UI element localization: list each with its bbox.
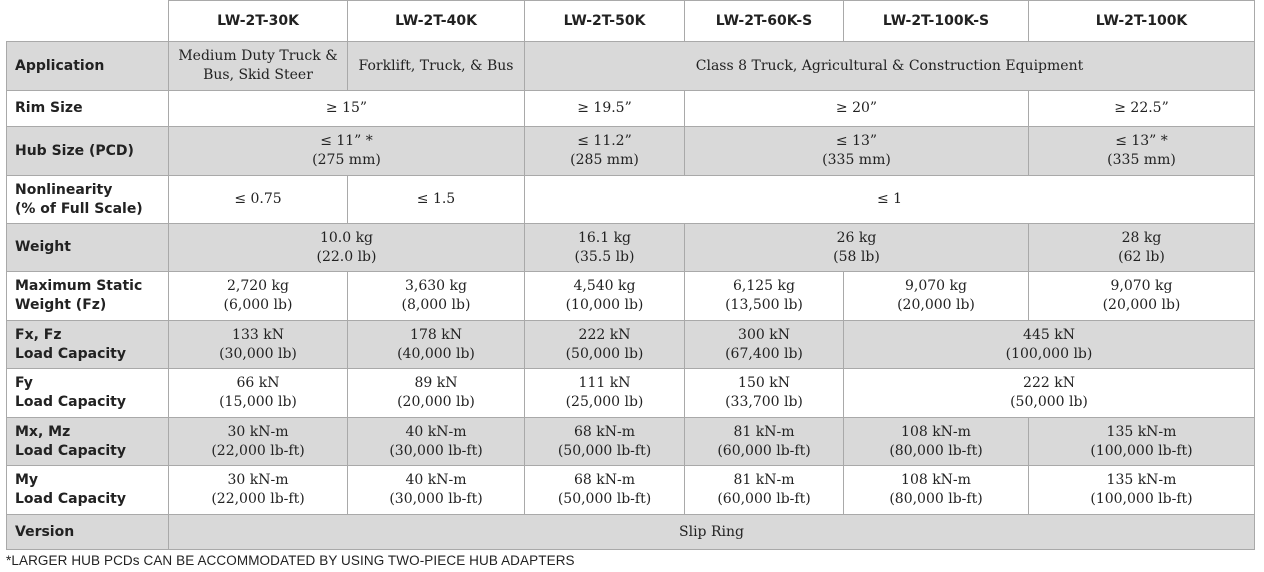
spec-cell: Forklift, Truck, & Bus <box>348 42 525 91</box>
spec-cell: 30 kN-m (22,000 lb-ft) <box>169 418 348 466</box>
row-fy <box>7 369 1255 418</box>
row-label: Nonlinearity (% of Full Scale) <box>7 176 169 224</box>
spec-cell: 89 kN (20,000 lb) <box>348 369 525 418</box>
row-max-static <box>7 272 1255 321</box>
model-header: LW-2T-100K-S <box>844 1 1029 42</box>
row-mx-mz <box>7 418 1255 466</box>
row-weight <box>7 224 1255 272</box>
spec-cell: 9,070 kg (20,000 lb) <box>1029 272 1255 321</box>
header-row <box>7 1 1255 42</box>
spec-cell: 4,540 kg (10,000 lb) <box>525 272 685 321</box>
spec-cell: 111 kN (25,000 lb) <box>525 369 685 418</box>
spec-cell: ≤ 11” * (275 mm) <box>169 127 525 176</box>
spec-cell: 178 kN (40,000 lb) <box>348 321 525 369</box>
spec-cell: 445 kN (100,000 lb) <box>844 321 1255 369</box>
spec-cell: 28 kg (62 lb) <box>1029 224 1255 272</box>
corner-cell <box>7 1 169 42</box>
spec-cell: ≤ 13” (335 mm) <box>685 127 1029 176</box>
row-label: Fx, Fz Load Capacity <box>7 321 169 369</box>
spec-cell: ≤ 1.5 <box>348 176 525 224</box>
row-label: Application <box>7 42 169 91</box>
footnote: *LARGER HUB PCDs CAN BE ACCOMMODATED BY USING TWO-PIECE HUB ADAPTERS <box>6 553 575 568</box>
spec-cell: ≤ 11.2” (285 mm) <box>525 127 685 176</box>
spec-cell: 133 kN (30,000 lb) <box>169 321 348 369</box>
spec-cell: ≤ 1 <box>525 176 1255 224</box>
spec-cell: 40 kN-m (30,000 lb-ft) <box>348 466 525 515</box>
spec-cell: ≥ 19.5” <box>525 91 685 127</box>
spec-cell: 81 kN-m (60,000 lb-ft) <box>685 466 844 515</box>
row-label: Mx, Mz Load Capacity <box>7 418 169 466</box>
model-header: LW-2T-40K <box>348 1 525 42</box>
row-nonlinearity <box>7 176 1255 224</box>
spec-cell: ≥ 15” <box>169 91 525 127</box>
spec-cell: 135 kN-m (100,000 lb-ft) <box>1029 418 1255 466</box>
spec-cell: 30 kN-m (22,000 lb-ft) <box>169 466 348 515</box>
spec-cell: 150 kN (33,700 lb) <box>685 369 844 418</box>
spec-cell: 16.1 kg (35.5 lb) <box>525 224 685 272</box>
spec-cell: 9,070 kg (20,000 lb) <box>844 272 1029 321</box>
row-label: My Load Capacity <box>7 466 169 515</box>
spec-cell: 81 kN-m (60,000 lb-ft) <box>685 418 844 466</box>
row-label: Rim Size <box>7 91 169 127</box>
spec-cell: 300 kN (67,400 lb) <box>685 321 844 369</box>
spec-cell: ≤ 0.75 <box>169 176 348 224</box>
spec-cell: 108 kN-m (80,000 lb-ft) <box>844 466 1029 515</box>
row-fx-fz <box>7 321 1255 369</box>
spec-cell: 135 kN-m (100,000 lb-ft) <box>1029 466 1255 515</box>
spec-cell: Slip Ring <box>169 515 1255 550</box>
model-header: LW-2T-30K <box>169 1 348 42</box>
spec-cell: Class 8 Truck, Agricultural & Construction Equipment <box>525 42 1255 91</box>
spec-cell: 222 kN (50,000 lb) <box>525 321 685 369</box>
spec-cell: 68 kN-m (50,000 lb-ft) <box>525 418 685 466</box>
spec-cell: 68 kN-m (50,000 lb-ft) <box>525 466 685 515</box>
spec-cell: 6,125 kg (13,500 lb) <box>685 272 844 321</box>
spec-cell: ≤ 13” * (335 mm) <box>1029 127 1255 176</box>
model-header: LW-2T-60K-S <box>685 1 844 42</box>
spec-cell: 2,720 kg (6,000 lb) <box>169 272 348 321</box>
model-header: LW-2T-100K <box>1029 1 1255 42</box>
row-label: Maximum Static Weight (Fz) <box>7 272 169 321</box>
row-label: Hub Size (PCD) <box>7 127 169 176</box>
spec-cell: 66 kN (15,000 lb) <box>169 369 348 418</box>
spec-cell: 108 kN-m (80,000 lb-ft) <box>844 418 1029 466</box>
row-my <box>7 466 1255 515</box>
row-label: Fy Load Capacity <box>7 369 169 418</box>
spec-cell: 26 kg (58 lb) <box>685 224 1029 272</box>
row-label: Weight <box>7 224 169 272</box>
spec-cell: ≥ 20” <box>685 91 1029 127</box>
spec-table <box>6 0 1255 550</box>
row-rim-size <box>7 91 1255 127</box>
row-application <box>7 42 1255 91</box>
spec-cell: 10.0 kg (22.0 lb) <box>169 224 525 272</box>
row-hub-size <box>7 127 1255 176</box>
row-version <box>7 515 1255 550</box>
spec-cell: 3,630 kg (8,000 lb) <box>348 272 525 321</box>
spec-cell: Medium Duty Truck & Bus, Skid Steer <box>169 42 348 91</box>
spec-cell: 40 kN-m (30,000 lb-ft) <box>348 418 525 466</box>
spec-cell: ≥ 22.5” <box>1029 91 1255 127</box>
row-label: Version <box>7 515 169 550</box>
model-header: LW-2T-50K <box>525 1 685 42</box>
spec-cell: 222 kN (50,000 lb) <box>844 369 1255 418</box>
